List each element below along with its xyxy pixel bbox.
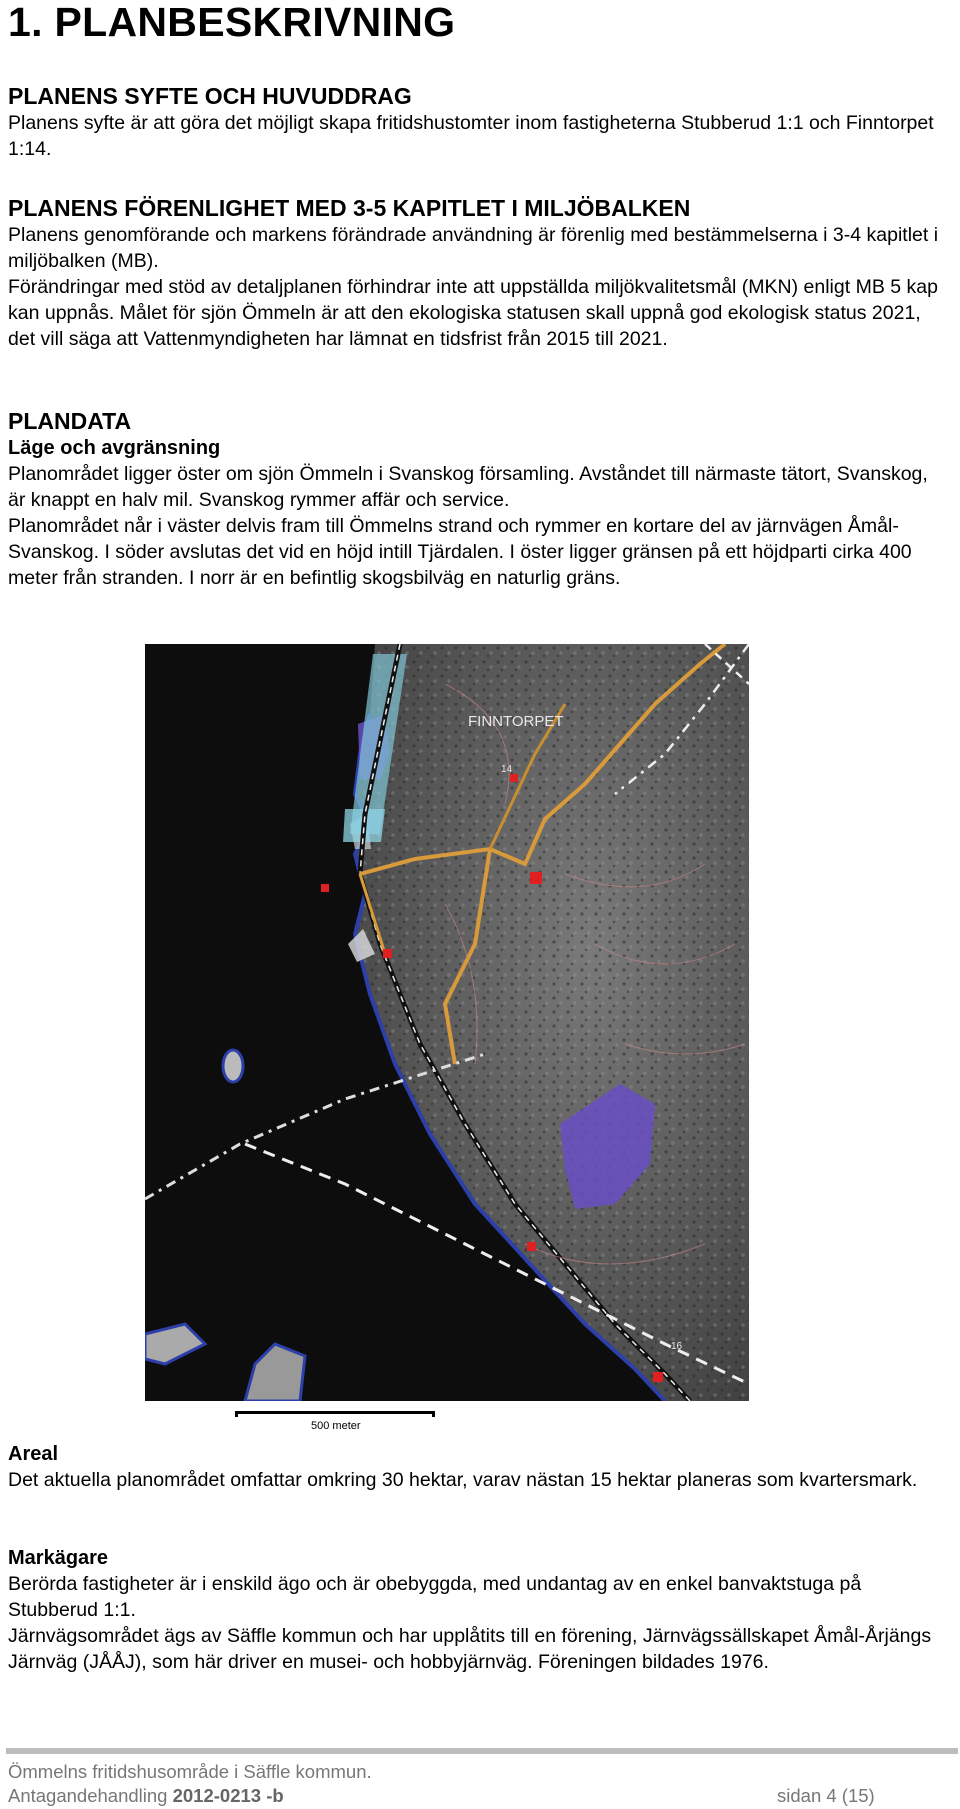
paragraph: Förändringar med stöd av detaljplanen förhindrar inte att uppställda miljökvalitetsmål (MKN) enligt MB 5 kap kan uppnås. Målet för sjön Ömmeln är att den ekologiska statusen skall uppnå god ekologisk status 2021, det vill säga att Vattenmyndigheten har lämnat en tidsfrist från 2015 till 2021. <box>8 276 938 350</box>
section-plandata <box>8 407 943 591</box>
paragraph: Järnvägsområdet ägs av Säffle kommun och har upplåtits till en förening, Järnvägssällskapet Åmål-Årjängs Järnväg (JÅÅJ), som här driver en musei- och hobbyjärnväg. Föreningen bildades 1976. <box>8 1625 932 1673</box>
footer-page-number: sidan 4 (15) <box>777 1785 875 1806</box>
map-number-label: 14 <box>501 764 513 775</box>
page-title: 1. PLANBESKRIVNING <box>8 0 456 45</box>
paragraph: Planområdet når i väster delvis fram till Ömmelns strand och rymmer en kortare del av järnvägen Åmål-Svanskog. I söder avslutas det vid en höjd intill Tjärdalen. I öster ligger gränsen på ett höjdparti cirka 400 meter från stranden. I norr är en befintlig skogsbilväg en naturlig gräns. <box>8 515 912 589</box>
aerial-map <box>145 644 749 1401</box>
section-subtitle: Markägare <box>8 1547 109 1569</box>
section-subtitle: Läge och avgränsning <box>8 437 221 459</box>
footer-title: Ömmelns fritidshusområde i Säffle kommun. <box>8 1761 372 1782</box>
section-areal <box>8 1441 943 1493</box>
footer-divider <box>6 1748 958 1754</box>
section-title: PLANENS FÖRENLIGHET MED 3-5 KAPITLET I MILJÖBALKEN <box>8 195 691 221</box>
scale-label: 500 meter <box>311 1420 361 1432</box>
section-subtitle: Areal <box>8 1443 59 1465</box>
footer-doc-label: Antagandehandling <box>8 1785 168 1806</box>
paragraph: Planområdet ligger öster om sjön Ömmeln i Svanskog församling. Avståndet till närmaste tätort, Svanskog, är knappt en halv mil. Svanskog rymmer affär och service. <box>8 463 928 511</box>
map-scale-bar <box>235 1409 440 1433</box>
paragraph: Berörda fastigheter är i enskild ägo och är obebyggda, med undantag av en enkel banvaktstuga på Stubberud 1:1. <box>8 1573 862 1621</box>
island <box>223 1050 243 1082</box>
paragraph: Planens syfte är att göra det möjligt skapa fritidshustomter inom fastigheterna Stubberud 1:1 och Finntorpet 1:14. <box>8 112 934 160</box>
footer-doc-number: 2012-0213 -b <box>172 1785 284 1806</box>
map-number-label: 16 <box>671 1341 683 1352</box>
section-title: PLANENS SYFTE OCH HUVUDDRAG <box>8 83 412 109</box>
map-place-label: FINNTORPET <box>468 713 564 730</box>
paragraph: Det aktuella planområdet omfattar omkring 30 hektar, varav nästan 15 hektar planeras som kvartersmark. <box>8 1469 918 1491</box>
paragraph: Planens genomförande och markens förändrade användning är förenlig med bestämmelserna i 3-4 kapitlet i miljöbalken (MB). <box>8 224 939 272</box>
section-markagare <box>8 1545 943 1675</box>
section-forenlighet <box>8 194 943 352</box>
section-syfte <box>8 82 943 162</box>
section-title: PLANDATA <box>8 408 132 434</box>
footer-document-id <box>8 1785 284 1807</box>
